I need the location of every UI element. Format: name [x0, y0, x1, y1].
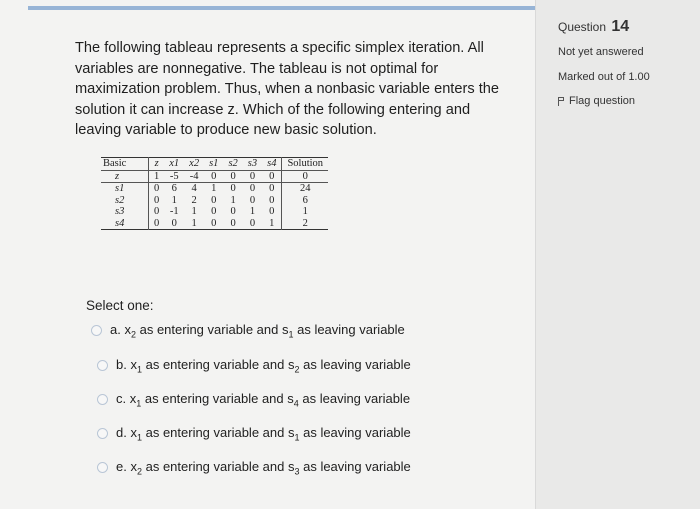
option-label[interactable]: d. $x_1$ as entering variable and $s_1$ as leaving variable: [116, 425, 411, 443]
tableau-cell: 0: [211, 194, 217, 206]
tableau-row: [101, 206, 328, 218]
radio-button[interactable]: [91, 325, 102, 336]
answer-status: Not yet answered: [558, 46, 644, 58]
tableau-row: [101, 183, 328, 195]
marked-out-of: Marked out of 1.00: [558, 71, 650, 83]
header-basic: Basic: [103, 158, 127, 169]
radio-button[interactable]: [97, 360, 108, 371]
tableau-basic-cell: s4: [115, 217, 125, 229]
answer-option[interactable]: [97, 391, 410, 409]
tableau-cell: -4: [189, 170, 199, 182]
tableau-basic-cell: s1: [115, 183, 125, 194]
tableau-cell: 0: [230, 206, 236, 217]
answer-option[interactable]: [91, 322, 405, 340]
flag-icon: [558, 97, 565, 106]
option-label[interactable]: c. $x_1$ as entering variable and $s_4$ as leaving variable: [116, 391, 411, 409]
tableau-cell: 4: [191, 183, 197, 194]
tableau-cell: -1: [169, 206, 179, 217]
tableau-cell: 2: [191, 194, 197, 206]
tableau-basic-cell: z: [115, 170, 120, 182]
tableau-cell: 0: [269, 206, 275, 217]
tableau-cell: 6: [171, 183, 177, 194]
tableau-cell: 1: [149, 170, 165, 183]
tableau-cell: 1: [230, 194, 236, 206]
tableau-cell: 0: [230, 217, 236, 229]
radio-button[interactable]: [97, 394, 108, 405]
header-z: z: [149, 158, 165, 171]
tableau-cell: 0: [249, 194, 256, 206]
header-x1: x1: [169, 158, 180, 169]
tableau-cell: 0: [282, 170, 328, 183]
header-solution: Solution: [282, 158, 328, 171]
flag-question-link[interactable]: [558, 95, 635, 107]
select-one-label: Select one:: [86, 298, 154, 313]
tableau-cell: 0: [211, 170, 217, 182]
answer-option[interactable]: [97, 357, 411, 375]
tableau-cell: 0: [249, 183, 256, 194]
flag-label: Flag question: [569, 95, 636, 107]
tableau-cell: 0: [269, 170, 275, 182]
header-s2: s2: [228, 158, 238, 169]
question-number: Question 14: [558, 18, 630, 35]
tableau-header-row: [101, 158, 328, 171]
radio-button[interactable]: [97, 428, 108, 439]
tableau-cell: 0: [171, 217, 177, 229]
answer-option[interactable]: [97, 425, 411, 443]
tableau-cell: 0: [230, 183, 236, 194]
tableau-cell: 0: [269, 194, 275, 206]
tableau-cell: 0: [249, 170, 256, 182]
header-s1: s1: [209, 158, 219, 169]
header-x2: x2: [189, 158, 200, 169]
tableau-cell: 6: [282, 195, 328, 207]
tableau-cell: 1: [211, 183, 217, 194]
tableau-row: [101, 195, 328, 207]
radio-button[interactable]: [97, 462, 108, 473]
tableau-cell: 2: [282, 218, 328, 230]
tableau-cell: 24: [282, 183, 328, 195]
option-label[interactable]: e. $x_2$ as entering variable and $s_3$ as leaving variable: [116, 459, 411, 477]
tableau-cell: 0: [211, 206, 217, 217]
tableau-cell: 0: [149, 206, 165, 218]
tableau-cell: 0: [230, 170, 236, 182]
tableau-cell: -5: [169, 170, 179, 182]
tableau-cell: 0: [149, 195, 165, 207]
tableau-cell: 0: [149, 218, 165, 230]
tableau-cell: 1: [191, 206, 197, 217]
tableau-basic-cell: s2: [115, 194, 125, 206]
tableau-cell: 1: [282, 206, 328, 218]
tableau-row: [101, 218, 328, 230]
tableau-cell: 1: [191, 217, 197, 229]
header-s3: s3: [247, 158, 258, 169]
tableau-basic-cell: s3: [115, 206, 125, 217]
simplex-tableau: [101, 157, 328, 230]
tableau-cell: 1: [269, 217, 275, 229]
option-label[interactable]: a. $x_2$ as entering variable and $s_1$ as leaving variable: [110, 322, 405, 340]
tableau-cell: 0: [269, 183, 275, 194]
option-label[interactable]: b. $x_1$ as entering variable and $s_2$ as leaving variable: [116, 357, 411, 375]
tableau-cell: 1: [171, 194, 177, 206]
header-s4: s4: [267, 158, 277, 169]
answer-option[interactable]: [97, 459, 411, 477]
tableau-row: [101, 170, 328, 183]
question-text: The following tableau represents a specific simplex iteration. All variables are nonnegative. The tableau is not optimal for maximization problem. Thus, when a nonbasic variable enters the solution it can increase z. Which of the following entering and leaving variable to produce new basic solution.: [75, 40, 499, 138]
top-accent-bar: [28, 6, 535, 10]
tableau-cell: 0: [149, 183, 165, 195]
tableau-cell: 1: [249, 206, 256, 217]
tableau-cell: 0: [249, 217, 256, 229]
tableau-cell: 0: [211, 217, 217, 229]
